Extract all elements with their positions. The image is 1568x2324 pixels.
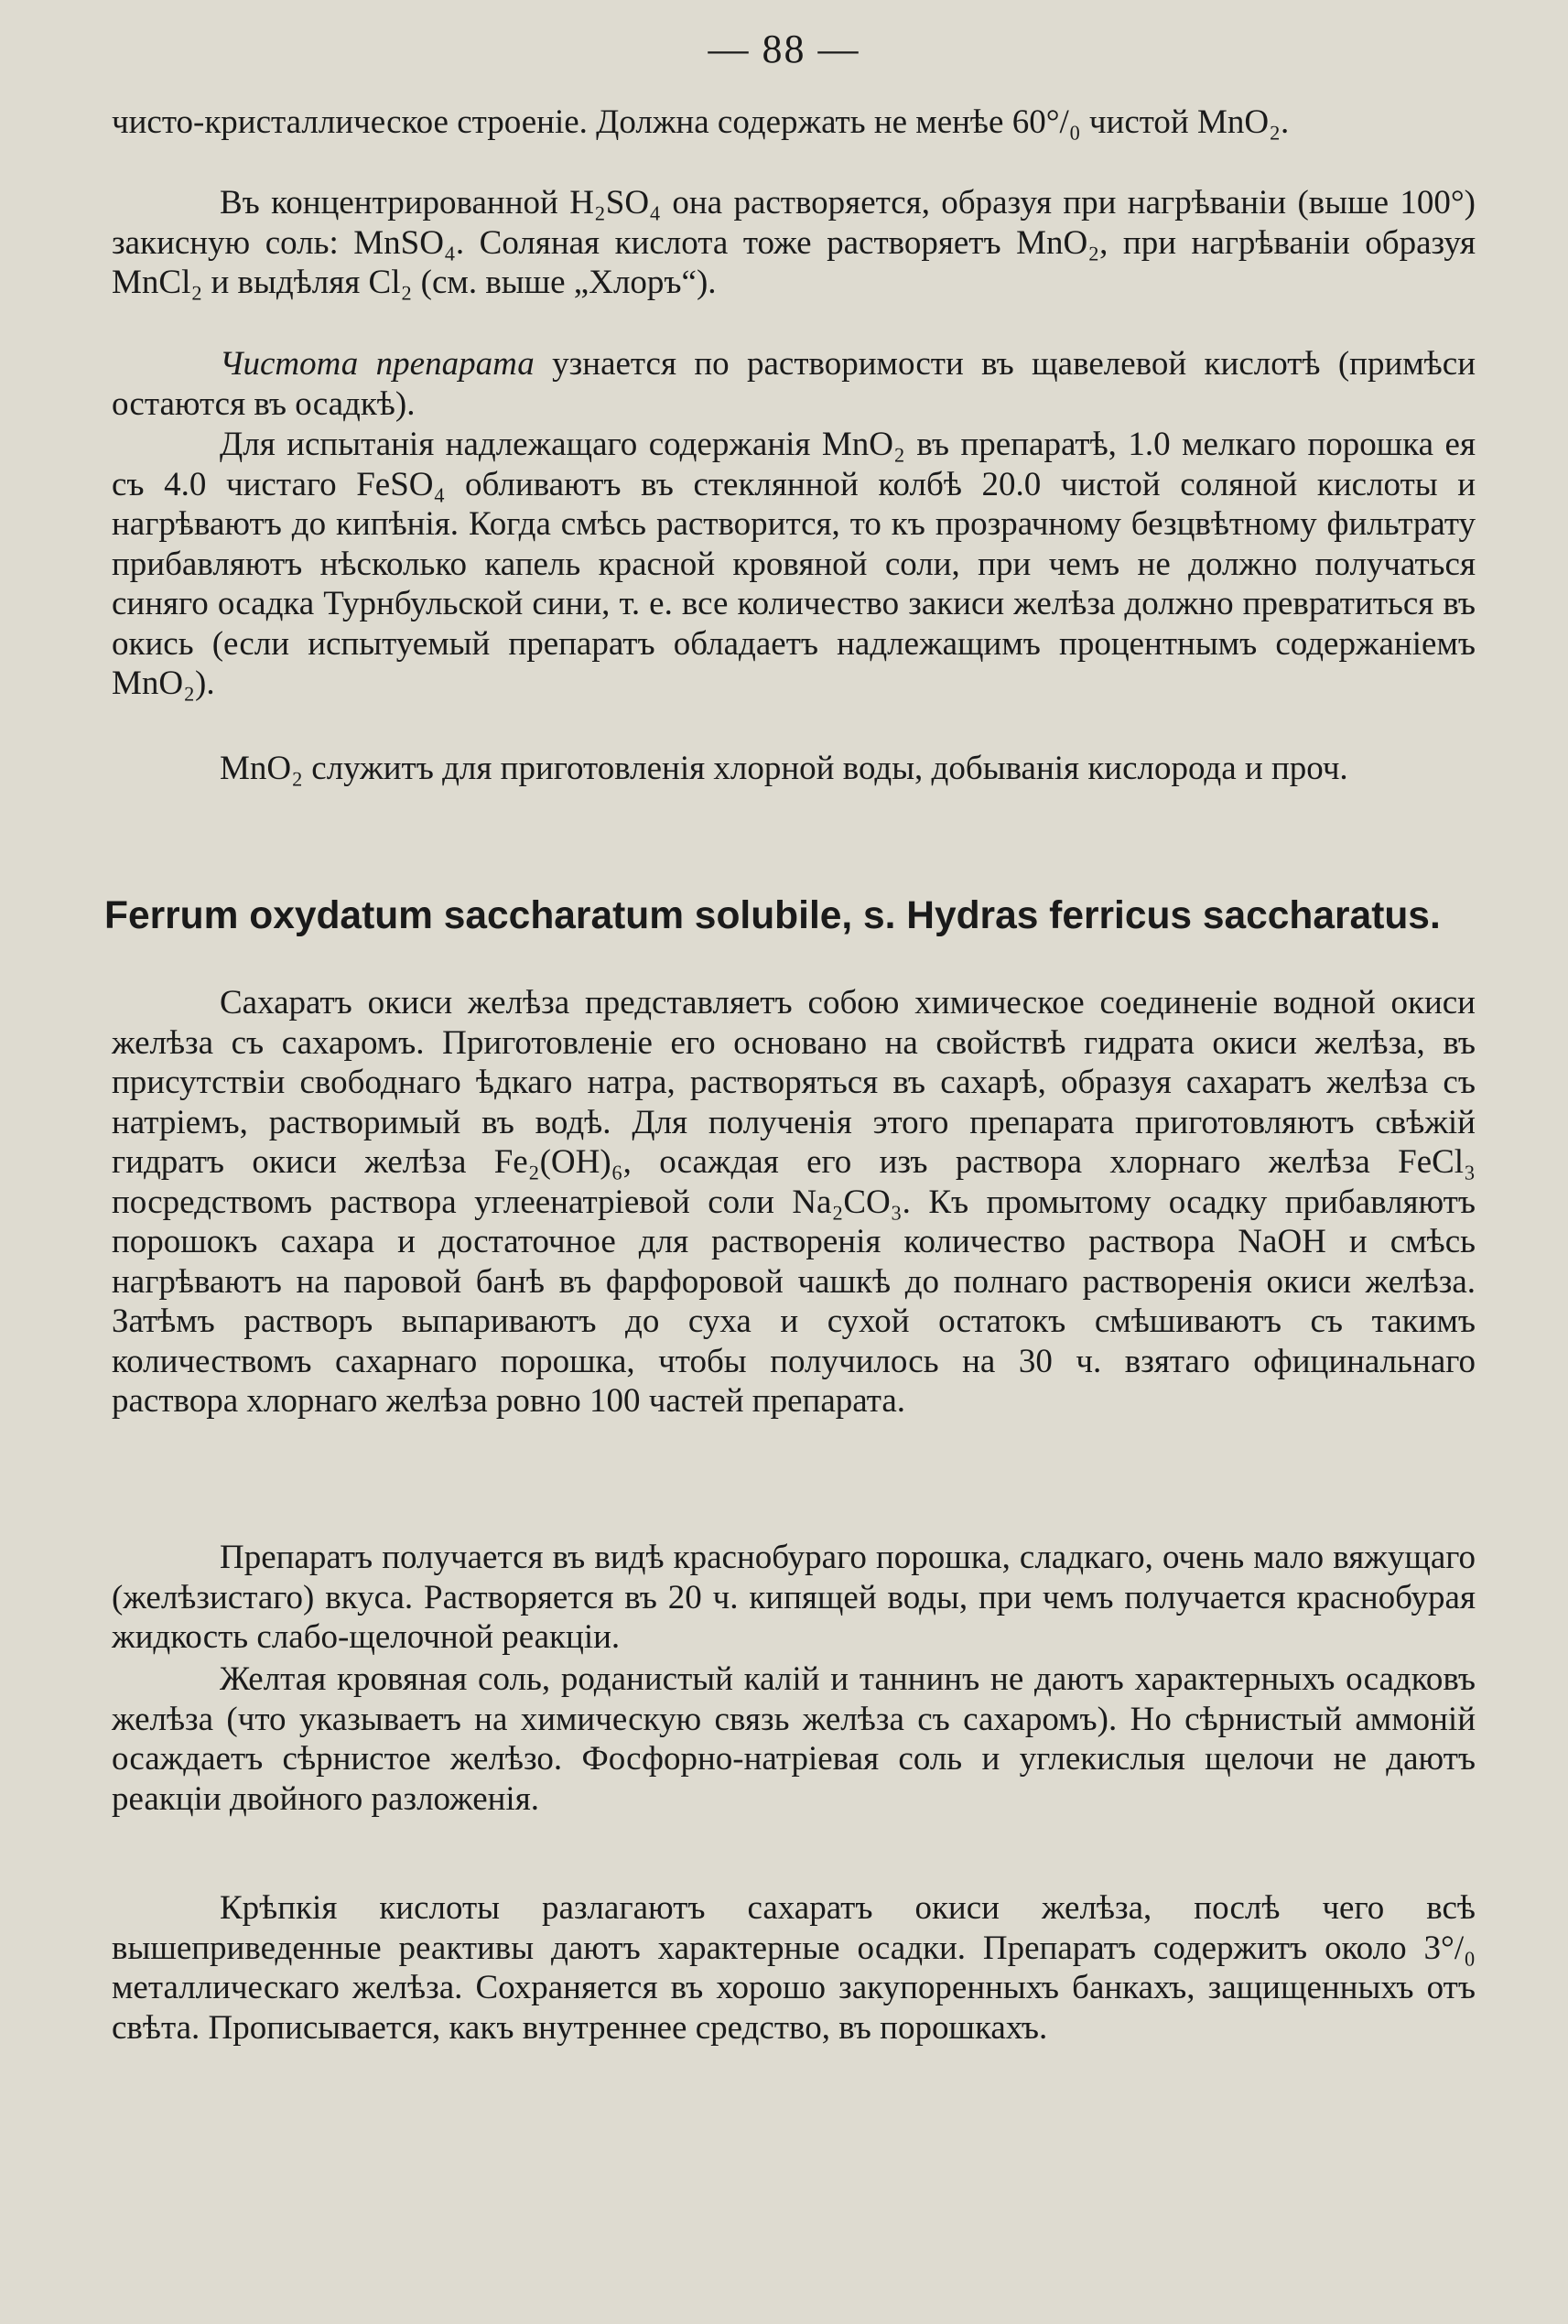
italic-phrase: Чистота препарата — [220, 345, 535, 383]
paragraph-content-test: Для испытанія надлежащаго содержанія MnO₂ въ препаратѣ, 1.0 мелкаго порошка ея съ 4.0 чистаго FeSO₄ обливаютъ въ стеклянной колбѣ 20.0 чистой соляной кислоты и нагрѣваютъ до кипѣнія. Когда смѣсь растворится, то къ прозрачному безцвѣтному фильтрату прибавляютъ нѣсколько капель красной кровяной соли, при чемъ не должно получаться синяго осадка Турнбульской сини, т. е. все количество закиси желѣза должно превратиться въ окись (если испытуемый препаратъ обладаетъ надлежащимъ процентнымъ содержаніемъ MnO₂). — [112, 426, 1476, 702]
paragraph-preparation-purity — [112, 344, 1476, 424]
paragraph-solubility-acids: Въ концентрированной H₂SO₄ она растворяется, образуя при нагрѣваніи (выше 100°) закисную соль: MnSO₄. Соляная кислота тоже растворяетъ MnO₂, при нагрѣваніи образуя MnCl₂ и выдѣляя Cl₂ (см. выше „Хлоръ“). — [112, 184, 1476, 301]
page-number: — 88 — — [708, 27, 860, 71]
paragraph-usage: MnO₂ служитъ для приготовленія хлорной воды, добыванія кислорода и проч. — [220, 750, 1348, 787]
paragraph-purity-content: чисто-кристаллическое строеніе. Должна содержать не менѣе 60°/₀ чистой MnO₂. — [112, 103, 1290, 141]
paragraph-appearance: Препаратъ получается въ видѣ краснобураго порошка, сладкаго, очень мало вяжущаго (желѣзистаго) вкуса. Растворяется въ 20 ч. кипящей воды, при чемъ получается краснобурая жидкость слабо-щелочной реакціи. — [112, 1539, 1476, 1656]
paragraph-acids-storage: Крѣпкія кислоты разлагаютъ сахаратъ окиси желѣза, послѣ чего всѣ вышеприведенные реактивы даютъ характерные осадки. Препаратъ содержитъ около 3°/₀ металлическаго желѣза. Сохраняется въ хорошо закупоренныхъ банкахъ, защищенныхъ отъ свѣта. Прописывается, какъ внутреннее средство, въ порошкахъ. — [112, 1889, 1476, 2047]
paragraph-text: узнается по растворимости въ щавелевой кислотѣ (примѣси остаются въ осадкѣ). — [112, 345, 1476, 423]
section-heading: Ferrum oxydatum saccharatum solubile, s. Hydras ferricus saccharatus. — [104, 894, 1441, 937]
paragraph-saccharate-preparation: Сахаратъ окиси желѣза представляетъ собою химическое соединеніе водной окиси желѣза съ сахаромъ. Приготовленіе его основано на свойствѣ гидрата окиси желѣза, въ присутствіи свободнаго ѣдкаго натра, растворяться въ сахарѣ, образуя сахаратъ желѣза съ натріемъ, растворимый въ водѣ. Для полученія этого препарата приготовляютъ свѣжій гидратъ окиси желѣза Fe₂(OH)₆, осаждая его изъ раствора хлорнаго желѣза FeCl₃ посредствомъ раствора углеенатріевой соли Na₂CO₃. Къ промытому осадку прибавляютъ порошокъ сахара и достаточное для растворенія количество раствора NaOH и смѣсь нагрѣваютъ на паровой банѣ въ фарфоровой чашкѣ до полнаго растворенія окиси желѣза. Затѣмъ растворъ выпариваютъ до суха и сухой остатокъ смѣшиваютъ съ такимъ количествомъ сахарнаго порошка, чтобы получилось на 30 ч. взятаго официнальнаго раствора хлорнаго желѣза ровно 100 частей препарата. — [112, 984, 1476, 1420]
paragraph-reactions: Желтая кровяная соль, роданистый калій и таннинъ не даютъ характерныхъ осадковъ желѣза (что указываетъ на химическую связь желѣза съ сахаромъ). Но сѣрнистый аммоній осаждаетъ сѣрнистое желѣзо. Фосфорно-натріевая соль и углекислыя щелочи не даютъ реакціи двойного разложенія. — [112, 1660, 1476, 1818]
